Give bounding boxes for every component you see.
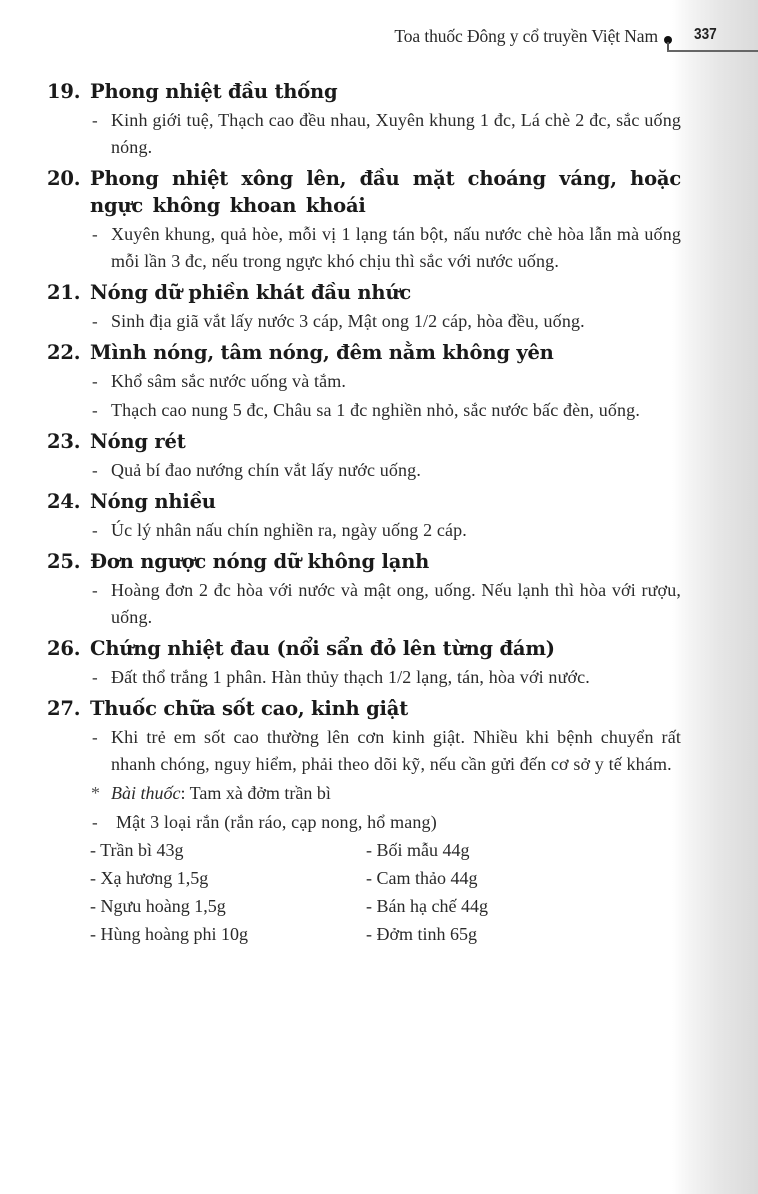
dash-bullet: - — [92, 111, 98, 130]
list-item — [47, 577, 681, 631]
dash-bullet: - — [92, 372, 98, 391]
section-number: 23. — [47, 430, 81, 453]
list-item — [47, 457, 681, 484]
section-23 — [47, 428, 681, 484]
list-item — [47, 368, 681, 395]
section-22 — [47, 339, 681, 424]
remedy-heading — [47, 780, 681, 807]
section-title: Phong nhiệt đầu thống — [90, 80, 338, 103]
section-heading — [47, 695, 681, 722]
dash-bullet: - — [92, 668, 98, 687]
section-heading — [47, 548, 681, 575]
section-heading — [47, 339, 681, 366]
item-text: Úc lý nhân nấu chín nghiền ra, ngày uống 2 cáp. — [111, 520, 467, 540]
ingredient-item: - Trần bì 43g — [90, 840, 184, 860]
section-heading — [47, 635, 681, 662]
dash-bullet: - — [92, 461, 98, 480]
section-19 — [47, 78, 681, 161]
ingredient-item: - Cam thảo 44g — [366, 868, 478, 888]
remedy-title — [111, 780, 331, 807]
dash-bullet: - — [92, 728, 98, 747]
ingredient-item: - Đởm tinh 65g — [366, 924, 478, 944]
dash-bullet: - — [92, 521, 98, 540]
section-title: Đơn ngược nóng dữ không lạnh — [90, 550, 430, 573]
list-item — [47, 724, 681, 778]
page-content — [47, 78, 681, 950]
section-title: Nóng rét — [90, 430, 186, 453]
asterisk-bullet: * — [91, 783, 100, 803]
section-25 — [47, 548, 681, 631]
section-number: 20. — [47, 167, 81, 190]
section-number: 26. — [47, 637, 81, 660]
item-text: Khi trẻ em sốt cao thường lên cơn kinh giật. Nhiều khi bệnh chuyển rất nhanh chóng, nguy hiểm, phải theo dõi kỹ, nếu cần gửi đến cơ sở y tế khám. — [111, 727, 681, 774]
section-27 — [47, 695, 681, 948]
section-heading — [47, 428, 681, 455]
item-text: Xuyên khung, quả hòe, mỗi vị 1 lạng tán bột, nấu nước chè hòa lẫn mà uống mỗi lần 3 đc, nếu trong ngực khó chịu thì sắc với nước uống. — [111, 224, 681, 271]
list-item — [47, 664, 681, 691]
page-number: 337 — [694, 26, 717, 43]
list-item — [47, 308, 681, 335]
item-text: Sinh địa giã vắt lấy nước 3 cáp, Mật ong 1/2 cáp, hòa đều, uống. — [111, 311, 585, 331]
running-header — [0, 26, 758, 56]
section-title: Thuốc chữa sốt cao, kinh giật — [90, 697, 409, 720]
section-number: 27. — [47, 697, 81, 720]
dash-bullet: - — [92, 401, 98, 420]
section-title: Nóng dữ phiền khát đầu nhức — [90, 281, 411, 304]
section-21 — [47, 279, 681, 335]
running-title: Toa thuốc Đông y cổ truyền Việt Nam — [394, 26, 658, 46]
list-item — [47, 397, 681, 424]
ingredient-item: - Bán hạ chế 44g — [366, 896, 488, 916]
list-item — [47, 107, 681, 161]
item-text: Đất thổ trắng 1 phân. Hàn thủy thạch 1/2 lạng, tán, hòa với nước. — [111, 667, 590, 687]
section-heading — [47, 488, 681, 515]
section-number: 25. — [47, 550, 81, 573]
remedy-name: : Tam xà đởm trần bì — [180, 783, 331, 803]
section-number: 24. — [47, 490, 81, 513]
section-heading — [47, 279, 681, 306]
ingredient-item: - Ngưu hoàng 1,5g — [90, 896, 226, 916]
header-rule-horizontal — [667, 50, 758, 52]
section-26 — [47, 635, 681, 691]
list-item — [47, 809, 681, 836]
item-text: Kinh giới tuệ, Thạch cao đều nhau, Xuyên khung 1 đc, Lá chè 2 đc, sắc uống nóng. — [111, 110, 681, 157]
section-heading — [47, 165, 681, 219]
ingredient-item: - Hùng hoàng phi 10g — [90, 924, 248, 944]
section-title: Nóng nhiều — [90, 490, 216, 513]
list-item — [47, 517, 681, 544]
section-number: 19. — [47, 80, 81, 103]
section-number: 21. — [47, 281, 81, 304]
item-text: Mật 3 loại rắn (rắn ráo, cạp nong, hổ mang) — [116, 812, 437, 832]
list-item — [47, 221, 681, 275]
item-text: Thạch cao nung 5 đc, Châu sa 1 đc nghiền nhỏ, sắc nước bấc đèn, uống. — [111, 400, 640, 420]
item-text: Quả bí đao nướng chín vắt lấy nước uống. — [111, 460, 421, 480]
section-title: Phong nhiệt xông lên, đầu mặt choáng váng, hoặc ngực không khoan khoái — [90, 167, 681, 217]
ingredient-list — [90, 836, 681, 948]
section-number: 22. — [47, 341, 81, 364]
section-24 — [47, 488, 681, 544]
dash-bullet: - — [92, 312, 98, 331]
section-20 — [47, 165, 681, 275]
section-title: Mình nóng, tâm nóng, đêm nằm không yên — [90, 341, 554, 364]
item-text: Khổ sâm sắc nước uống và tắm. — [111, 371, 347, 391]
ingredient-item: - Xạ hương 1,5g — [90, 868, 209, 888]
item-text: Hoàng đơn 2 đc hòa với nước và mật ong, uống. Nếu lạnh thì hòa với rượu, uống. — [111, 580, 681, 627]
dash-bullet: - — [92, 225, 98, 244]
dash-bullet: - — [92, 813, 98, 832]
ingredient-item: - Bối mẫu 44g — [366, 840, 470, 860]
remedy-label: Bài thuốc — [111, 783, 181, 803]
section-heading — [47, 78, 681, 105]
dash-bullet: - — [92, 581, 98, 600]
section-title: Chứng nhiệt đau (nổi sẩn đỏ lên từng đám) — [90, 637, 555, 660]
